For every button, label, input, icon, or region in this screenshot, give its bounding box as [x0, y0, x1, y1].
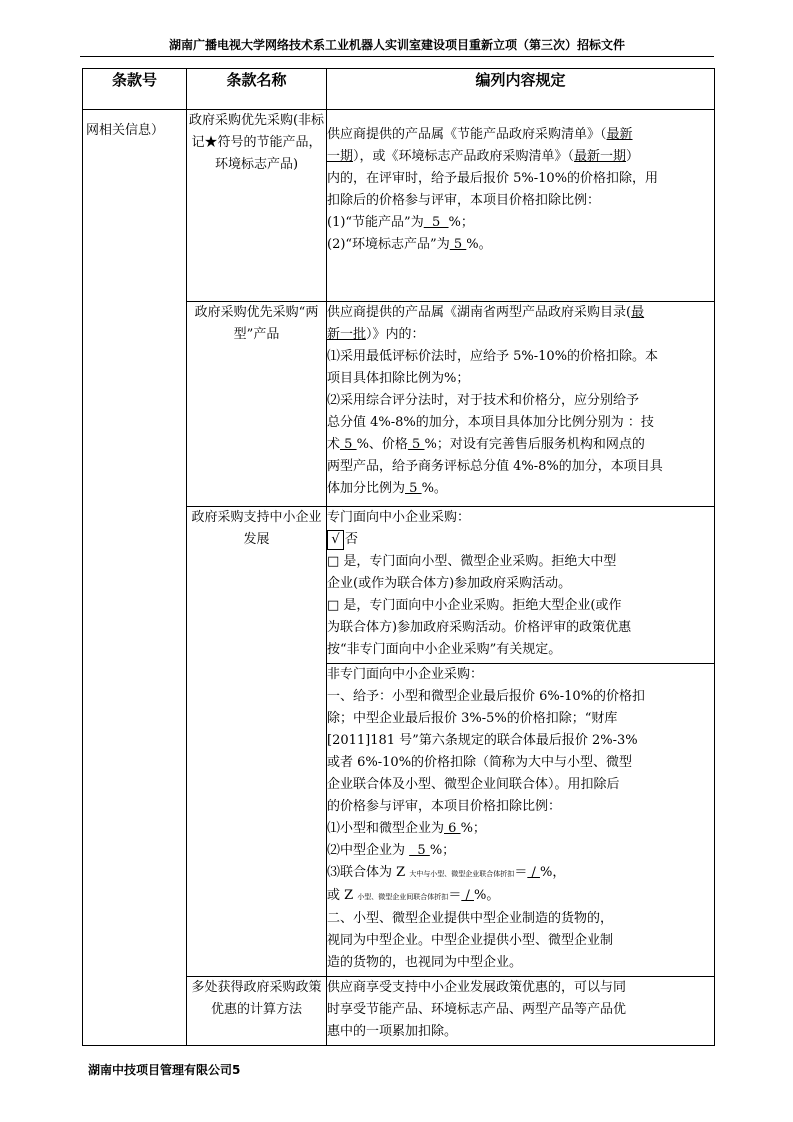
clause-content-cell: [327, 507, 715, 664]
subscript-label: 小型、微型企业间联合体折扣: [357, 893, 449, 901]
clause-number-cell: [83, 110, 187, 1046]
content-line: (2)“环境标志产品”为 5 %。: [327, 237, 492, 252]
content-line: 的价格参与评审，本项目价格扣除比例：: [327, 799, 562, 814]
table-header-row: [83, 69, 715, 110]
filled-value: 最: [631, 305, 645, 320]
content-line: 供应商提供的产品属《湖南省两型产品政府采购目录(最: [327, 305, 645, 320]
content-line: 一、给予：小型和微型企业最后报价 6%-10%的价格扣: [327, 689, 646, 704]
table-row: [83, 110, 715, 302]
filled-value: 最新: [606, 127, 633, 142]
clause-name-cell: 政府采购优先采购(非标记★符号的节能产品，环境标志产品): [187, 110, 327, 302]
clause-content: [327, 664, 714, 974]
content-line: 造的货物的，也视同为中型企业。: [327, 955, 523, 970]
content-line: 内的，在评审时，给予最后报价 5%-10%的价格扣除，用: [327, 171, 659, 186]
filled-value: 5: [340, 437, 357, 452]
clause-name-cell: 政府采购优先采购“两型”产品: [187, 302, 327, 507]
content-line: 总分值 4%-8%的加分，本项目具体加分比例分别为 ：技: [327, 415, 654, 430]
header-clause-number: 条款号: [83, 69, 187, 110]
clause-content: [327, 507, 714, 661]
filled-value: 新一批: [327, 327, 367, 342]
content-line: 新一批）》内的：: [327, 327, 425, 342]
clause-name-cell: 多处获得政府采购政策优惠的计算方法: [187, 977, 327, 1046]
clause-table: [82, 68, 715, 1046]
content-line: 供应商享受支持中小企业发展政策优惠的，可以与同: [327, 980, 627, 995]
content-line: ⑵采用综合评分法时，对于技术和价格分，应分别给予: [327, 393, 640, 408]
clause-content-cell: [327, 664, 715, 977]
content-line: ⑴采用最低评标价法时，应给予 5%-10%的价格扣除。本: [327, 349, 659, 364]
content-line: √ 否: [327, 529, 714, 551]
content-line: 项目具体扣除比例为%；: [327, 371, 470, 386]
clause-name-cell: 政府采购支持中小企业发展: [187, 507, 327, 977]
filled-value: 5: [449, 237, 467, 252]
checked-box-icon: √: [327, 530, 344, 550]
filled-value: 最新一期: [574, 149, 627, 164]
filled-value: /: [461, 888, 474, 903]
content-line: 除；中型企业最后报价 3%-5%的价格扣除；“财库: [327, 711, 618, 726]
content-line: 体加分比例为 5 %。: [327, 481, 447, 496]
clause-content: [327, 110, 714, 256]
content-line: 供应商提供的产品属《节能产品政府采购清单》（最新: [327, 127, 633, 142]
filled-value: /: [527, 865, 540, 880]
content-line: ⑴小型和微型企业为 6 %；: [327, 821, 486, 836]
content-line: 二、小型、微型企业提供中型企业制造的货物的，: [327, 911, 614, 926]
content-line: □ 是，专门面向中小企业采购。拒绝大型企业(或作: [327, 598, 622, 613]
header-divider: [80, 56, 714, 57]
content-line: 非专门面向中小企业采购：: [327, 667, 484, 682]
content-line: 术 5 %、价格 5 %；对设有完善售后服务机构和网点的: [327, 437, 645, 452]
content-line: 时享受节能产品、环境标志产品、两型产品等产品优: [327, 1002, 627, 1017]
clause-content-cell: [327, 110, 715, 302]
content-line: 或 Z 小型、微型企业间联合体折扣＝ / %。: [327, 888, 500, 903]
content-line: 或者 6%-10%的价格扣除（简称为大中与小型、微型: [327, 755, 633, 770]
content-line: 为联合体方)参加政府采购活动。价格评审的政策优惠: [327, 620, 632, 635]
document-header-title: 湖南广播电视大学网络技术系工业机器人实训室建设项目重新立项（第三次）招标文件: [168, 38, 625, 52]
content-line: 按“非专门面向中小企业采购”有关规定。: [327, 642, 562, 657]
filled-value: 5: [409, 843, 430, 858]
content-line: 一期），或《环境标志产品政府采购清单》（最新一期）: [327, 149, 640, 164]
header-content-rules: 编列内容规定: [327, 69, 715, 110]
filled-value: 6: [444, 821, 461, 836]
clause-content: [327, 977, 714, 1043]
clause-content-cell: [327, 977, 715, 1046]
content-line: 企业联合体及小型、微型企业间联合体）。用扣除后: [327, 777, 620, 792]
content-line: 惠中的一项累加扣除。: [327, 1024, 458, 1039]
filled-value: 5: [423, 215, 449, 230]
filled-value: 一期: [327, 149, 354, 164]
content-line: 企业(或作为联合体方)参加政府采购活动。: [327, 576, 572, 591]
content-line: [2011]181 号”第六条规定的联合体最后报价 2%-3%: [327, 733, 638, 748]
content-line: 专门面向中小企业采购：: [327, 510, 471, 525]
header-clause-name: 条款名称: [187, 69, 327, 110]
page-footer: 湖南中技项目管理有限公司5: [88, 1063, 241, 1077]
content-line: 视同为中型企业。中型企业提供小型、微型企业制: [327, 933, 614, 948]
filled-value: 5: [405, 481, 422, 496]
filled-value: 5: [407, 437, 425, 452]
clause-content-cell: [327, 302, 715, 507]
content-line: ⑶联合体为 Z 大中与小型、微型企业联合体折扣＝ / %，: [327, 865, 566, 880]
clause-content: [327, 302, 714, 500]
subscript-label: 大中与小型、微型企业联合体折扣: [409, 870, 515, 878]
content-line: □ 是，专门面向小型、微型企业采购。拒绝大中型: [327, 554, 617, 569]
content-line: (1)“节能产品”为 5 %；: [327, 215, 474, 230]
clause-number-text: 网相关信息）: [86, 123, 165, 138]
content-line: ⑵中型企业为 5 %；: [327, 843, 456, 858]
content-line: 扣除后的价格参与评审，本项目价格扣除比例：: [327, 193, 601, 208]
content-line: 两型产品，给予商务评标总分值 4%-8%的加分，本项目具: [327, 459, 663, 474]
